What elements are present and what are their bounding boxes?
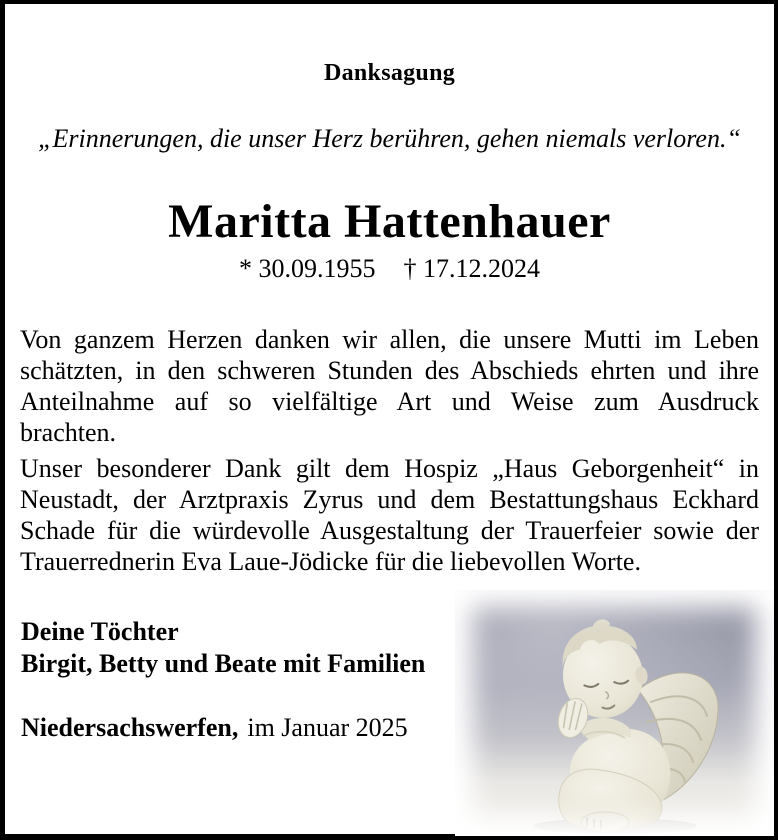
text-line: Unser besonderer Dank gilt dem Hospiz „Haus Geborgenheit“ in — [20, 454, 759, 483]
birth-date: * 30.09.1955 — [239, 254, 376, 283]
place-name: Niedersachswerfen, — [21, 713, 239, 742]
signature-block — [21, 616, 425, 680]
death-date: † 17.12.2024 — [403, 254, 540, 283]
text-line: Trauerrednerin Eva Laue-Jödicke für die liebevollen Worte. — [20, 547, 641, 576]
signature-names: Birgit, Betty und Beate mit Familien — [21, 649, 426, 678]
paragraph-2 — [20, 453, 759, 577]
text-line: schätzten, in den schweren Stunden des Abschieds ehrten und ihre — [20, 356, 759, 385]
angel-figurine-photo — [455, 590, 774, 836]
angel-figurine-illustration — [455, 590, 774, 836]
text-line: Von ganzem Herzen danken wir allen, die unsere Mutti im Leben — [20, 325, 759, 354]
text-line: Schade für die würdevolle Ausgestaltung der Trauerfeier sowie der — [20, 516, 759, 545]
paragraph-1 — [20, 324, 759, 448]
text-line: Neustadt, der Arztpraxis Zyrus und dem Bestattungshaus Eckhard — [20, 485, 759, 514]
thank-you-text — [20, 324, 759, 577]
signature-relation: Deine Töchter — [21, 617, 179, 646]
deceased-name: Maritta Hattenhauer — [168, 195, 611, 248]
place-date-line — [21, 713, 408, 743]
memorial-quote: „Erinnerungen, die unser Herz berühren, gehen niemals verloren.“ — [38, 124, 741, 153]
notice-title: Danksagung — [323, 60, 456, 86]
text-line: brachten. — [20, 418, 117, 447]
text-line: Anteilnahme auf so vielfältige Art und Weise zum Ausdruck — [20, 387, 759, 416]
life-dates — [5, 254, 774, 284]
notice-date: im Januar 2025 — [247, 713, 408, 742]
